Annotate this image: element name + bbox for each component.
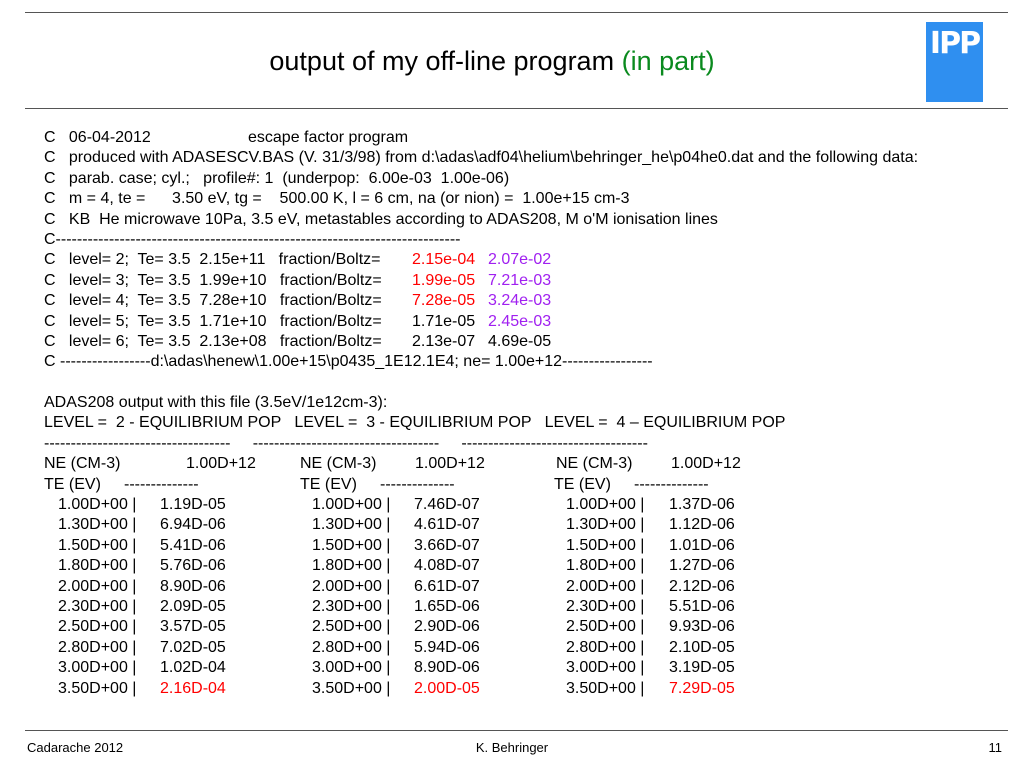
table-row: [44, 495, 1004, 515]
header-line-parab: C parab. case; cyl.; profile#: 1 (underpop: 6.00e-03 1.00e-06): [44, 169, 510, 187]
pop-value: 2.90D-06: [414, 618, 480, 636]
pop-value: 9.93D-06: [669, 618, 735, 636]
pop-value: 1.02D-04: [160, 659, 226, 677]
pop-value: 5.76D-06: [160, 557, 226, 575]
table-row: [44, 679, 1004, 699]
ne-row: NE (CM-3) 1.00D+12 NE (CM-3) 1.00D+12 NE (CM-3) 1.00D+12: [44, 455, 741, 473]
pop-value: 7.46D-07: [414, 496, 480, 514]
te-value: 2.30D+00 |: [58, 597, 137, 615]
footer-rule: [25, 730, 1008, 731]
pop-value: 1.27D-06: [669, 557, 735, 575]
pop-value: 1.37D-06: [669, 496, 735, 514]
table-row: [44, 658, 1004, 678]
te-value: 2.00D+00 |: [566, 577, 645, 595]
program-name-text: escape factor program: [248, 129, 409, 146]
level-row: C level= 3; Te= 3.5 1.99e+10 fraction/Boltz= 1.99e-05 7.21e-03: [44, 271, 552, 289]
pop-value: 1.19D-05: [160, 496, 226, 514]
ipp-logo: [926, 22, 983, 102]
te-value: 2.50D+00 |: [312, 618, 391, 636]
title-divider: [25, 108, 1008, 109]
level-row: C level= 5; Te= 3.5 1.71e+10 fraction/Boltz= 1.71e-05 2.45e-03: [44, 312, 552, 330]
pop-value: 2.10D-05: [669, 638, 735, 656]
path-line: C -----------------d:\adas\henew\1.00e+15\p0435_1E12.1E4; ne= 1.00e+12-----------------: [44, 353, 653, 371]
te-value: 3.00D+00 |: [312, 659, 391, 677]
ipp-logo-text: IPP: [929, 26, 980, 61]
pop-value: 1.01D-06: [669, 536, 735, 554]
header-line-separator: C----------------------------------------------------------------------------: [44, 230, 461, 248]
header-line-params: C m = 4, te = 3.50 eV, tg = 500.00 K, l = 6 cm, na (or nion) = 1.00e+15 cm-3: [44, 190, 630, 208]
pop-value: 5.94D-06: [414, 638, 480, 656]
header-line-produced: C produced with ADASESCV.BAS (V. 31/3/98) from d:\adas\adf04\helium\behringer_he\p04he0.dat and the following data:: [44, 149, 919, 167]
te-value: 1.00D+00 |: [312, 496, 391, 514]
te-value: 1.00D+00 |: [58, 496, 137, 514]
pop-value: 6.61D-07: [414, 577, 480, 595]
pop-value: 2.12D-06: [669, 577, 735, 595]
te-value: 1.80D+00 |: [566, 557, 645, 575]
pop-value: 3.57D-05: [160, 618, 226, 636]
page-title: [0, 46, 984, 77]
title-paren: (in part): [621, 46, 715, 76]
level-rows: [44, 250, 1004, 352]
level-row: C level= 4; Te= 3.5 7.28e+10 fraction/Boltz= 7.28e-05 3.24e-03: [44, 292, 552, 310]
table-row: [44, 556, 1004, 576]
te-row: TE (EV) -------------- TE (EV) -------------- TE (EV) --------------: [44, 475, 709, 493]
te-value: 2.30D+00 |: [566, 597, 645, 615]
equilibrium-table: [44, 495, 1004, 699]
footer-left: Cadarache 2012: [27, 740, 124, 755]
te-value: 1.30D+00 |: [566, 516, 645, 534]
te-value: 2.00D+00 |: [312, 577, 391, 595]
te-value: 1.30D+00 |: [312, 516, 391, 534]
te-value: 2.50D+00 |: [566, 618, 645, 636]
te-value: 1.50D+00 |: [58, 536, 137, 554]
te-value: 2.50D+00 |: [58, 618, 137, 636]
pop-value: 5.41D-06: [160, 536, 226, 554]
te-value: 3.00D+00 |: [566, 659, 645, 677]
te-value: 1.80D+00 |: [312, 557, 391, 575]
title-main: output of my off-line program: [269, 46, 622, 76]
level-row: C level= 2; Te= 3.5 2.15e+11 fraction/Boltz= 2.15e-04 2.07e-02: [44, 251, 552, 269]
te-value: 3.50D+00 |: [312, 679, 391, 697]
pop-value: 7.29D-05: [669, 679, 735, 697]
pop-value: 2.09D-05: [160, 597, 226, 615]
te-value: 2.80D+00 |: [566, 638, 645, 656]
table-row: [44, 536, 1004, 556]
te-value: 1.50D+00 |: [312, 536, 391, 554]
pop-value: 1.65D-06: [414, 597, 480, 615]
program-output: [44, 128, 1004, 699]
te-value: 1.50D+00 |: [566, 536, 645, 554]
te-value: 3.00D+00 |: [58, 659, 137, 677]
pop-value: 4.08D-07: [414, 557, 480, 575]
te-value: 3.50D+00 |: [58, 679, 137, 697]
date-text: C 06-04-2012: [44, 129, 151, 146]
blank-line: [44, 373, 1004, 393]
table-row: [44, 515, 1004, 535]
pop-value: 4.61D-07: [414, 516, 480, 534]
te-value: 1.00D+00 |: [566, 496, 645, 514]
adas-intro: ADAS208 output with this file (3.5eV/1e12cm-3):: [44, 394, 388, 412]
footer-author: K. Behringer: [475, 740, 549, 755]
table-row: [44, 597, 1004, 617]
top-rule: [25, 12, 1008, 13]
table-row: [44, 577, 1004, 597]
pop-value: 1.12D-06: [669, 516, 735, 534]
header-line-date: [44, 128, 1004, 148]
adas-levels-header: LEVEL = 2 - EQUILIBRIUM POP LEVEL = 3 - EQUILIBRIUM POP LEVEL = 4 – EQUILIBRIUM POP: [44, 414, 786, 432]
adas-dash-line: ----------------------------------- ----------------------------------- -----------------------------------: [44, 434, 648, 452]
page-number: 11: [988, 740, 1002, 755]
table-row: [44, 638, 1004, 658]
pop-value: 3.19D-05: [669, 659, 735, 677]
pop-value: 5.51D-06: [669, 597, 735, 615]
te-value: 2.80D+00 |: [312, 638, 391, 656]
te-value: 1.30D+00 |: [58, 516, 137, 534]
pop-value: 8.90D-06: [414, 659, 480, 677]
pop-value: 2.16D-04: [160, 679, 226, 697]
pop-value: 7.02D-05: [160, 638, 226, 656]
te-value: 3.50D+00 |: [566, 679, 645, 697]
te-value: 1.80D+00 |: [58, 557, 137, 575]
level-row: C level= 6; Te= 3.5 2.13e+08 fraction/Boltz= 2.13e-07 4.69e-05: [44, 332, 552, 350]
table-row: [44, 617, 1004, 637]
te-value: 2.30D+00 |: [312, 597, 391, 615]
te-value: 2.80D+00 |: [58, 638, 137, 656]
pop-value: 3.66D-07: [414, 536, 480, 554]
te-value: 2.00D+00 |: [58, 577, 137, 595]
pop-value: 2.00D-05: [414, 679, 480, 697]
pop-value: 6.94D-06: [160, 516, 226, 534]
pop-value: 8.90D-06: [160, 577, 226, 595]
header-line-kb: C KB He microwave 10Pa, 3.5 eV, metastables according to ADAS208, M o'M ionisation lines: [44, 210, 718, 228]
